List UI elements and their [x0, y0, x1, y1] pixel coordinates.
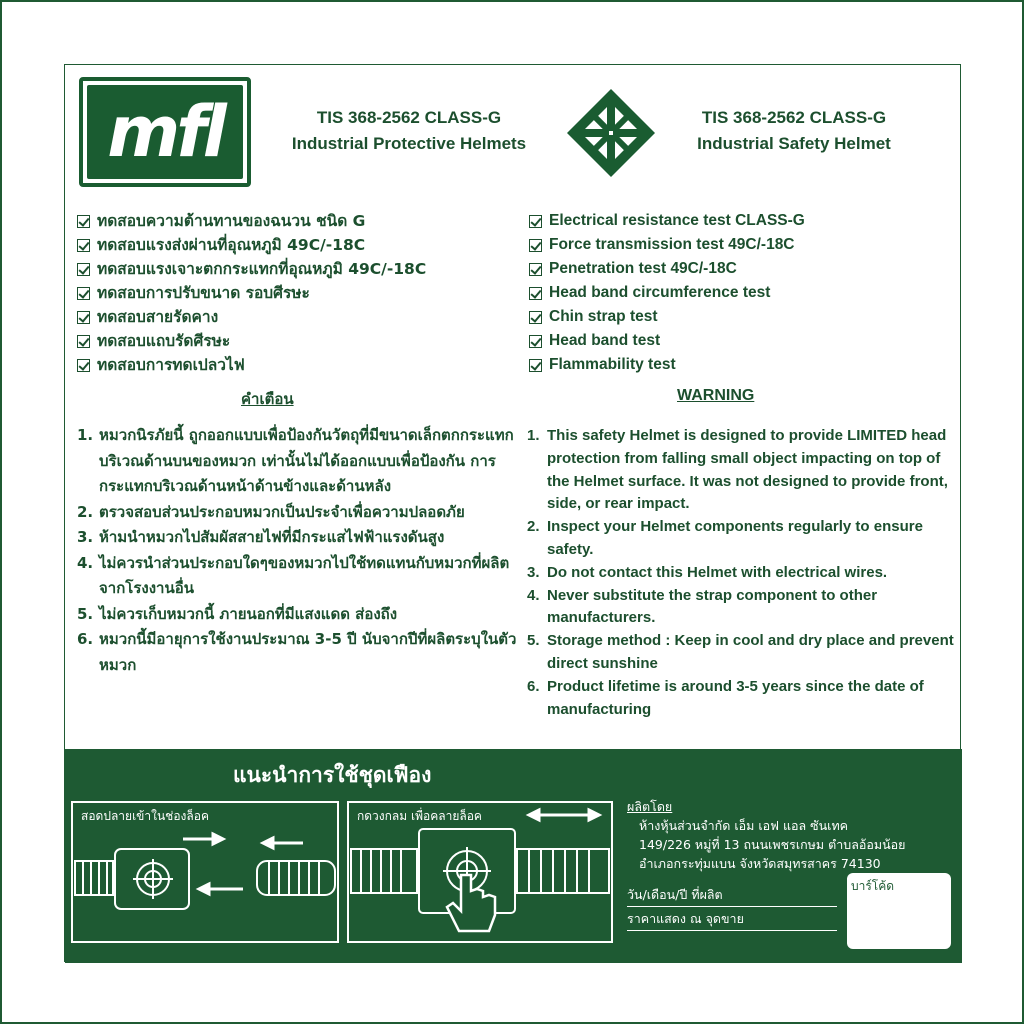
warning-number: 6. [77, 630, 94, 648]
brand-logo-text: mfl [107, 91, 223, 173]
tis-mark-icon [565, 87, 657, 179]
instruction-step-release-caption: กดวงกลม เพื่อคลายล็อค [357, 809, 482, 823]
warning-item-en [527, 562, 963, 585]
warning-title-thai: คำเตือน [241, 390, 294, 408]
test-item-label: Head band circumference test [549, 284, 771, 301]
warning-number: 4. [77, 553, 94, 572]
test-item-label: ทดสอบการทดเปลวไฟ [97, 356, 245, 374]
warning-text: Product lifetime is around 3-5 years since the date of manufacturing [547, 677, 924, 718]
test-item-en [529, 281, 805, 305]
warning-text: ไม่ควรเก็บหมวกนี้ ภายนอกที่มีแสงแดด ส่องถึง [99, 604, 398, 623]
checkbox-checked-icon [529, 263, 542, 276]
warning-item-th [77, 627, 517, 678]
test-item-label: Penetration test 49C/-18C [549, 260, 737, 277]
checkbox-checked-icon [77, 215, 90, 228]
warning-item-en [527, 585, 963, 631]
warning-item-en [527, 425, 963, 516]
test-item-en [529, 233, 805, 257]
brand-logo-badge [87, 85, 243, 179]
checkbox-checked-icon [77, 287, 90, 300]
label-panel [64, 64, 961, 962]
checkbox-checked-icon [77, 335, 90, 348]
test-item-label: ทดสอบสายรัดคาง [97, 308, 219, 326]
warning-text: ตรวจสอบส่วนประกอบหมวกเป็นประจำเพื่อความปลอดภัย [99, 502, 465, 521]
test-item-label: ทดสอบแรงส่งผ่านที่อุณหภูมิ 49C/-18C [97, 236, 366, 254]
test-item-th [77, 209, 426, 233]
warning-text: ไม่ควรนำส่วนประกอบใดๆของหมวกไปใช้ทดแทนกับหมวกที่ผลิตจากโรงงานอื่น [99, 553, 510, 597]
test-item-label: ทดสอบแถบรัดศีรษะ [97, 332, 231, 350]
warning-number: 1. [77, 426, 94, 444]
tests-list-thai [77, 209, 426, 377]
warning-text: หมวกนิรภัยนี้ ถูกออกแบบเพื่อป้องกันวัตถุที่มีขนาดเล็กตกกระแทกบริเวณด้านบนของหมวก เท่านั้นไม่ได้ออกแบบเพื่อป้องกัน การกระแทกบริเวณด้านหน้าด้านข้างและด้านหลัง [99, 426, 514, 495]
warning-item-th [77, 602, 517, 628]
warning-item-en [527, 516, 963, 562]
test-item-label: Chin strap test [549, 308, 658, 325]
warning-item-en [527, 676, 963, 722]
manufacturer-line: อำเภอกระทุ่มแบน จังหวัดสมุทรสาคร 74130 [639, 856, 881, 871]
test-item-th [77, 329, 426, 353]
test-item-label: ทดสอบความต้านทานของฉนวน ชนิด G [97, 212, 366, 230]
warning-list-thai [77, 423, 517, 678]
test-item-label: ทดสอบการปรับขนาด รอบศีรษะ [97, 284, 310, 302]
checkbox-checked-icon [77, 311, 90, 324]
brand-logo [79, 77, 251, 187]
warning-text: ห้ามนำหมวกไปสัมผัสสายไฟที่มีกระแสไฟฟ้าแรงดันสูง [99, 528, 445, 546]
test-item-en [529, 209, 805, 233]
warning-item-th [77, 525, 517, 551]
checkbox-checked-icon [529, 239, 542, 252]
test-item-label: Electrical resistance test CLASS-G [549, 212, 805, 229]
checkbox-checked-icon [529, 311, 542, 324]
test-item-en [529, 353, 805, 377]
test-item-th [77, 233, 426, 257]
standard-right [665, 105, 923, 157]
checkbox-checked-icon [77, 359, 90, 372]
warning-item-en [527, 630, 963, 676]
standard-left-name: Industrial Protective Helmets [291, 134, 527, 153]
instruction-panel [65, 749, 962, 963]
warning-number: 1. [527, 427, 540, 444]
warning-number: 3. [77, 528, 94, 546]
warning-title-english: WARNING [677, 387, 755, 404]
warning-number: 2. [527, 518, 540, 536]
checkbox-checked-icon [529, 335, 542, 348]
barcode-area [847, 873, 951, 949]
standard-left [261, 105, 557, 157]
warning-list-english [527, 425, 963, 721]
instruction-step-insert-caption: สอดปลายเข้าในช่องล็อค [81, 809, 209, 823]
warning-text: Inspect your Helmet components regularly to ensure safety. [547, 518, 923, 558]
barcode-label: บาร์โค้ด [851, 879, 895, 893]
warning-item-th [77, 551, 517, 602]
test-item-label: Force transmission test 49C/-18C [549, 236, 795, 253]
checkbox-checked-icon [529, 359, 542, 372]
warning-text: Never substitute the strap component to other manufacturers. [547, 586, 878, 627]
manufacturer-info [627, 797, 957, 873]
checkbox-checked-icon [529, 287, 542, 300]
standard-right-code: TIS 368-2562 CLASS-G [701, 108, 887, 127]
checkbox-checked-icon [529, 215, 542, 228]
tests-list-english [529, 209, 805, 377]
warning-number: 5. [527, 632, 540, 650]
warning-number: 5. [77, 604, 94, 623]
checkbox-checked-icon [77, 263, 90, 276]
instruction-step-release [347, 801, 613, 943]
manufacturer-label: ผลิตโดย [627, 799, 673, 814]
warning-number: 2. [77, 502, 94, 521]
test-item-th [77, 353, 426, 377]
checkbox-checked-icon [77, 239, 90, 252]
test-item-en [529, 329, 805, 353]
instruction-step-insert [71, 801, 339, 943]
instruction-title: แนะนำการใช้ชุดเฟือง [233, 763, 432, 787]
test-item-th [77, 281, 426, 305]
manufacturer-line: ห้างหุ้นส่วนจำกัด เอ็ม เอฟ แอล ซันเทค [639, 818, 849, 833]
test-item-label: Head band test [549, 332, 661, 349]
warning-text: หมวกนี้มีอายุการใช้งานประมาณ 3-5 ปี นับจากปีที่ผลิตระบุในตัวหมวก [99, 630, 517, 674]
test-item-en [529, 257, 805, 281]
warning-item-th [77, 423, 517, 500]
warning-text: This safety Helmet is designed to provide LIMITED head protection from falling small object impacting on top of the Helmet surface. It was not designed to provide front, side, or rear impact. [547, 427, 948, 513]
warning-item-th [77, 500, 517, 526]
warning-text: Do not contact this Helmet with electrical wires. [547, 563, 888, 581]
price-field: ราคาแสดง ณ จุดขาย [627, 909, 837, 931]
test-item-th [77, 257, 426, 281]
test-item-en [529, 305, 805, 329]
production-date-field: วัน/เดือน/ปี ที่ผลิต [627, 885, 837, 907]
warning-number: 6. [527, 677, 540, 695]
standard-right-name: Industrial Safety Helmet [697, 134, 891, 153]
test-item-th [77, 305, 426, 329]
standard-left-code: TIS 368-2562 CLASS-G [316, 108, 502, 127]
test-item-label: Flammability test [549, 356, 676, 373]
warning-number: 4. [527, 586, 540, 604]
warning-text: Storage method : Keep in cool and dry place and prevent direct sunshine [547, 632, 954, 672]
manufacturer-line: 149/226 หมู่ที่ 13 ถนนเพชรเกษม ตำบลอ้อมน้อย [639, 837, 906, 852]
warning-number: 3. [527, 563, 540, 581]
test-item-label: ทดสอบแรงเจาะตกกระแทกที่อุณหภูมิ 49C/-18C [97, 260, 427, 278]
